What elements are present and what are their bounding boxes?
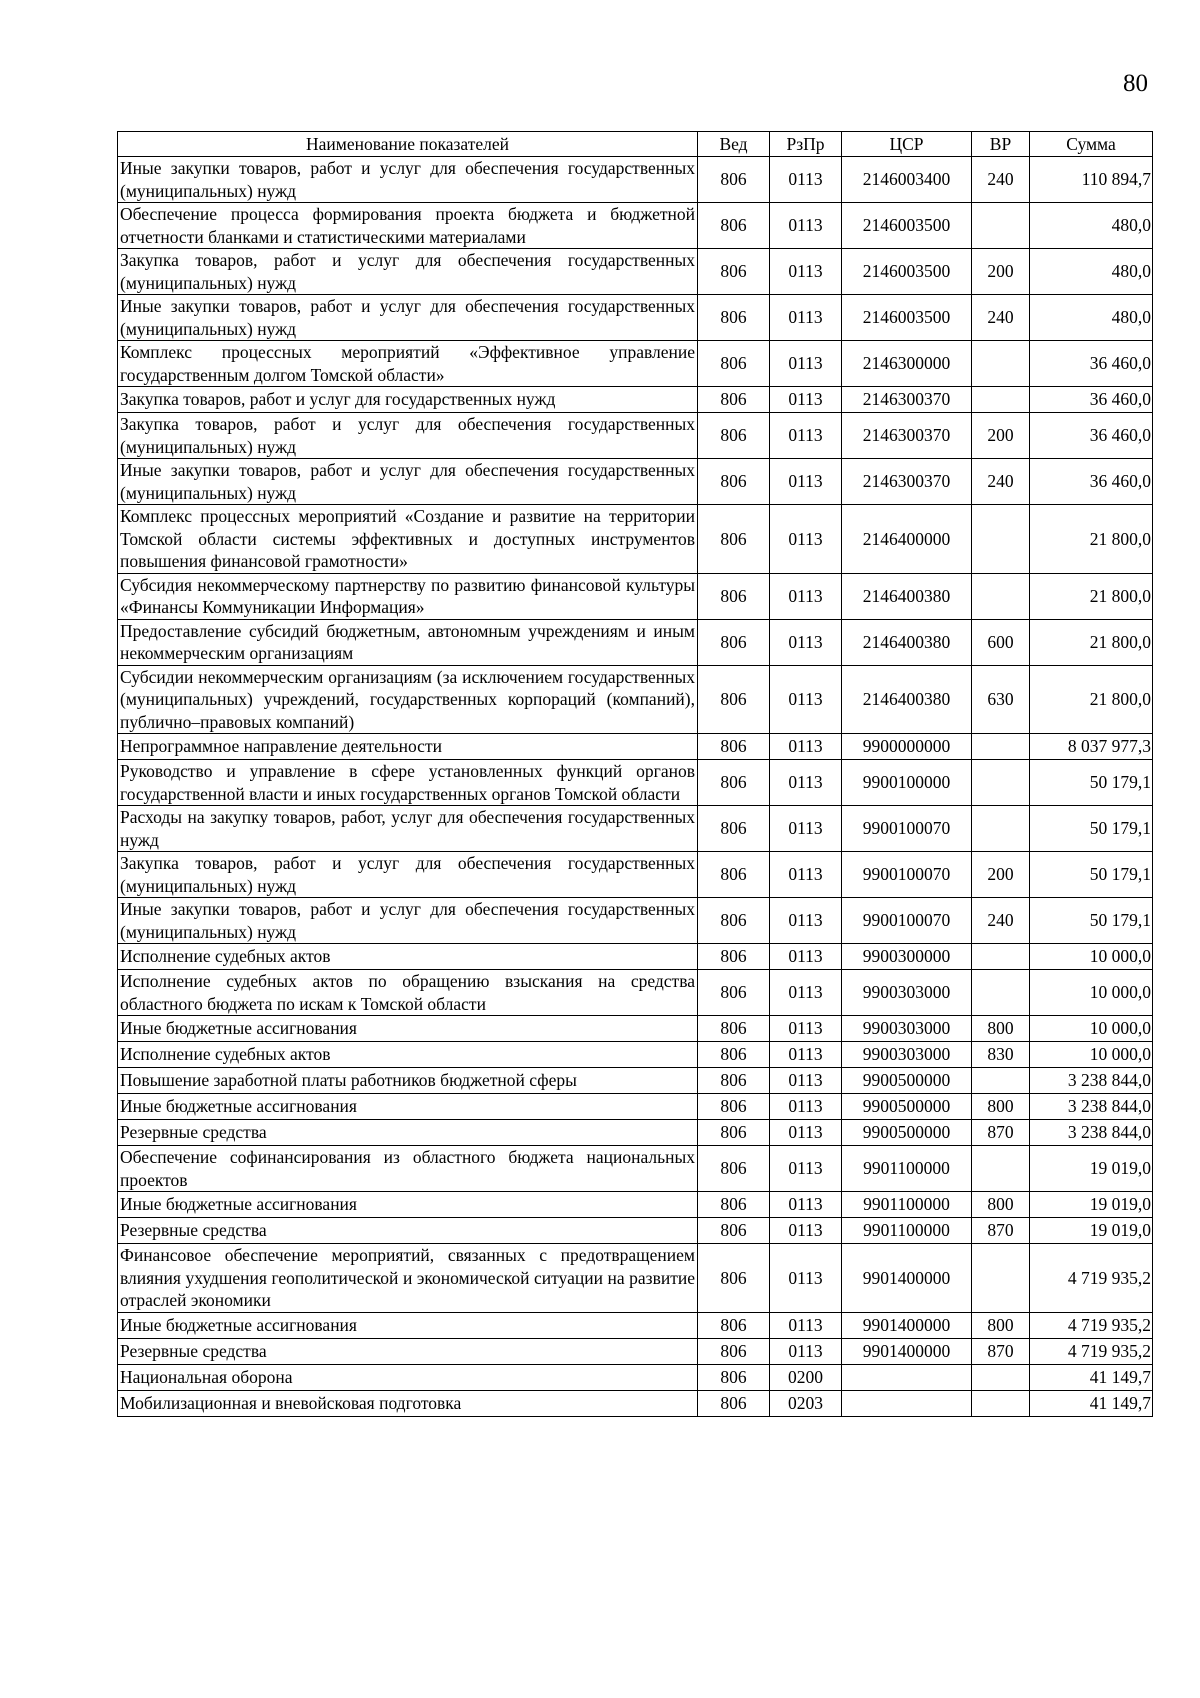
cell-rzpr: 0113 xyxy=(770,387,842,413)
cell-sum: 50 179,1 xyxy=(1030,760,1153,806)
table-row xyxy=(118,1192,1153,1218)
cell-sum: 8 037 977,3 xyxy=(1030,734,1153,760)
cell-ved: 806 xyxy=(698,734,770,760)
cell-name: Иные бюджетные ассигнования xyxy=(118,1016,698,1042)
cell-name: Иные закупки товаров, работ и услуг для обеспечения государственных (муниципальных) нужд xyxy=(118,157,698,203)
cell-name: Комплекс процессных мероприятий «Создание и развитие на территории Томской области системы эффективных и доступных инструментов повышения финансовой грамотности» xyxy=(118,505,698,574)
cell-vr: 830 xyxy=(972,1042,1030,1068)
table-row xyxy=(118,1312,1153,1338)
cell-ved: 806 xyxy=(698,665,770,734)
header-vr: ВР xyxy=(972,132,1030,157)
cell-ved: 806 xyxy=(698,1390,770,1416)
cell-ved: 806 xyxy=(698,1042,770,1068)
cell-ved: 806 xyxy=(698,1016,770,1042)
cell-ved: 806 xyxy=(698,1312,770,1338)
cell-csr: 9900100070 xyxy=(842,806,972,852)
cell-csr: 2146300370 xyxy=(842,413,972,459)
cell-name: Иные закупки товаров, работ и услуг для обеспечения государственных (муниципальных) нужд xyxy=(118,898,698,944)
cell-ved: 806 xyxy=(698,295,770,341)
cell-ved: 806 xyxy=(698,898,770,944)
cell-vr xyxy=(972,505,1030,574)
cell-sum: 480,0 xyxy=(1030,203,1153,249)
cell-ved: 806 xyxy=(698,1192,770,1218)
cell-name: Резервные средства xyxy=(118,1120,698,1146)
header-sum: Сумма xyxy=(1030,132,1153,157)
cell-ved: 806 xyxy=(698,1218,770,1244)
cell-name: Руководство и управление в сфере установленных функций органов государственной власти и иных государственных органов Томской области xyxy=(118,760,698,806)
cell-name: Исполнение судебных актов по обращению взыскания на средства областного бюджета по искам к Томской области xyxy=(118,970,698,1016)
cell-rzpr: 0113 xyxy=(770,944,842,970)
cell-vr: 630 xyxy=(972,665,1030,734)
table-header-row xyxy=(118,132,1153,157)
cell-csr xyxy=(842,1390,972,1416)
cell-rzpr: 0203 xyxy=(770,1390,842,1416)
cell-sum: 36 460,0 xyxy=(1030,341,1153,387)
cell-csr: 9900500000 xyxy=(842,1120,972,1146)
cell-ved: 806 xyxy=(698,1068,770,1094)
cell-csr: 9900500000 xyxy=(842,1094,972,1120)
cell-ved: 806 xyxy=(698,459,770,505)
header-rzpr: РзПр xyxy=(770,132,842,157)
cell-name: Иные бюджетные ассигнования xyxy=(118,1094,698,1120)
cell-rzpr: 0113 xyxy=(770,573,842,619)
cell-name: Исполнение судебных актов xyxy=(118,1042,698,1068)
table-row xyxy=(118,970,1153,1016)
cell-ved: 806 xyxy=(698,505,770,574)
cell-vr: 200 xyxy=(972,852,1030,898)
header-name: Наименование показателей xyxy=(118,132,698,157)
cell-name: Иные закупки товаров, работ и услуг для обеспечения государственных (муниципальных) нужд xyxy=(118,459,698,505)
cell-sum: 10 000,0 xyxy=(1030,944,1153,970)
page-number: 80 xyxy=(1123,70,1148,97)
cell-name: Повышение заработной платы работников бюджетной сферы xyxy=(118,1068,698,1094)
cell-ved: 806 xyxy=(698,1364,770,1390)
cell-vr xyxy=(972,1146,1030,1192)
cell-ved: 806 xyxy=(698,852,770,898)
cell-sum: 21 800,0 xyxy=(1030,665,1153,734)
cell-vr: 800 xyxy=(972,1312,1030,1338)
cell-name: Комплекс процессных мероприятий «Эффективное управление государственным долгом Томской области» xyxy=(118,341,698,387)
table-row xyxy=(118,505,1153,574)
cell-csr: 9900100070 xyxy=(842,898,972,944)
cell-name: Исполнение судебных актов xyxy=(118,944,698,970)
cell-sum: 4 719 935,2 xyxy=(1030,1312,1153,1338)
cell-csr: 9901400000 xyxy=(842,1244,972,1313)
cell-name: Обеспечение софинансирования из областного бюджета национальных проектов xyxy=(118,1146,698,1192)
cell-ved: 806 xyxy=(698,619,770,665)
cell-rzpr: 0113 xyxy=(770,1146,842,1192)
cell-sum: 10 000,0 xyxy=(1030,1042,1153,1068)
cell-sum: 3 238 844,0 xyxy=(1030,1094,1153,1120)
cell-rzpr: 0113 xyxy=(770,734,842,760)
cell-ved: 806 xyxy=(698,203,770,249)
cell-ved: 806 xyxy=(698,413,770,459)
table-row xyxy=(118,573,1153,619)
cell-csr xyxy=(842,1364,972,1390)
cell-name: Иные бюджетные ассигнования xyxy=(118,1192,698,1218)
cell-rzpr: 0113 xyxy=(770,1094,842,1120)
cell-csr: 2146300370 xyxy=(842,459,972,505)
cell-ved: 806 xyxy=(698,249,770,295)
cell-vr xyxy=(972,1364,1030,1390)
cell-sum: 110 894,7 xyxy=(1030,157,1153,203)
cell-csr: 2146400380 xyxy=(842,573,972,619)
cell-rzpr: 0113 xyxy=(770,1312,842,1338)
cell-vr xyxy=(972,341,1030,387)
cell-name: Субсидии некоммерческим организациям (за исключением государственных (муниципальных) учреждений, государственных корпораций (компаний), публично–правовых компаний) xyxy=(118,665,698,734)
cell-rzpr: 0113 xyxy=(770,1338,842,1364)
table-row xyxy=(118,1244,1153,1313)
cell-csr: 9900100070 xyxy=(842,852,972,898)
cell-rzpr: 0113 xyxy=(770,1016,842,1042)
cell-rzpr: 0113 xyxy=(770,665,842,734)
cell-csr: 9900303000 xyxy=(842,1016,972,1042)
cell-csr: 2146400380 xyxy=(842,619,972,665)
cell-vr: 600 xyxy=(972,619,1030,665)
cell-name: Субсидия некоммерческому партнерству по развитию финансовой культуры «Финансы Коммуникации Информация» xyxy=(118,573,698,619)
cell-vr xyxy=(972,734,1030,760)
cell-rzpr: 0113 xyxy=(770,1042,842,1068)
cell-name: Резервные средства xyxy=(118,1218,698,1244)
cell-vr: 800 xyxy=(972,1094,1030,1120)
header-ved: Вед xyxy=(698,132,770,157)
cell-rzpr: 0200 xyxy=(770,1364,842,1390)
cell-vr: 870 xyxy=(972,1218,1030,1244)
cell-csr: 2146300000 xyxy=(842,341,972,387)
cell-csr: 2146003500 xyxy=(842,203,972,249)
cell-sum: 41 149,7 xyxy=(1030,1390,1153,1416)
cell-rzpr: 0113 xyxy=(770,898,842,944)
cell-csr: 9900303000 xyxy=(842,970,972,1016)
table-row xyxy=(118,387,1153,413)
header-csr: ЦСР xyxy=(842,132,972,157)
cell-ved: 806 xyxy=(698,573,770,619)
cell-name: Национальная оборона xyxy=(118,1364,698,1390)
cell-vr: 240 xyxy=(972,898,1030,944)
cell-name: Резервные средства xyxy=(118,1338,698,1364)
table-row xyxy=(118,760,1153,806)
cell-csr: 9901100000 xyxy=(842,1218,972,1244)
cell-csr: 9900000000 xyxy=(842,734,972,760)
table-row xyxy=(118,852,1153,898)
cell-name: Непрограммное направление деятельности xyxy=(118,734,698,760)
cell-vr: 870 xyxy=(972,1338,1030,1364)
table-row xyxy=(118,1338,1153,1364)
cell-csr: 9901400000 xyxy=(842,1312,972,1338)
cell-vr xyxy=(972,970,1030,1016)
cell-ved: 806 xyxy=(698,157,770,203)
cell-name: Предоставление субсидий бюджетным, автономным учреждениям и иным некоммерческим организациям xyxy=(118,619,698,665)
cell-rzpr: 0113 xyxy=(770,295,842,341)
table-row xyxy=(118,413,1153,459)
table-row xyxy=(118,806,1153,852)
cell-sum: 3 238 844,0 xyxy=(1030,1068,1153,1094)
cell-rzpr: 0113 xyxy=(770,505,842,574)
cell-sum: 50 179,1 xyxy=(1030,898,1153,944)
cell-sum: 10 000,0 xyxy=(1030,1016,1153,1042)
cell-rzpr: 0113 xyxy=(770,249,842,295)
table-row xyxy=(118,203,1153,249)
cell-ved: 806 xyxy=(698,970,770,1016)
cell-name: Финансовое обеспечение мероприятий, связанных с предотвращением влияния ухудшения геополитической и экономической ситуации на развитие отраслей экономики xyxy=(118,1244,698,1313)
cell-rzpr: 0113 xyxy=(770,203,842,249)
table-row xyxy=(118,665,1153,734)
table-row xyxy=(118,1094,1153,1120)
cell-sum: 4 719 935,2 xyxy=(1030,1338,1153,1364)
cell-rzpr: 0113 xyxy=(770,852,842,898)
cell-sum: 4 719 935,2 xyxy=(1030,1244,1153,1313)
cell-vr: 200 xyxy=(972,413,1030,459)
cell-ved: 806 xyxy=(698,806,770,852)
cell-csr: 2146003400 xyxy=(842,157,972,203)
cell-name: Обеспечение процесса формирования проекта бюджета и бюджетной отчетности бланками и статистическими материалами xyxy=(118,203,698,249)
table-row xyxy=(118,295,1153,341)
cell-rzpr: 0113 xyxy=(770,459,842,505)
cell-vr xyxy=(972,1390,1030,1416)
table-row xyxy=(118,157,1153,203)
cell-sum: 50 179,1 xyxy=(1030,806,1153,852)
cell-sum: 41 149,7 xyxy=(1030,1364,1153,1390)
cell-ved: 806 xyxy=(698,760,770,806)
cell-name: Мобилизационная и вневойсковая подготовка xyxy=(118,1390,698,1416)
cell-sum: 36 460,0 xyxy=(1030,387,1153,413)
cell-rzpr: 0113 xyxy=(770,1218,842,1244)
table-row xyxy=(118,1016,1153,1042)
cell-csr: 2146003500 xyxy=(842,249,972,295)
cell-vr xyxy=(972,760,1030,806)
table-row xyxy=(118,1120,1153,1146)
cell-sum: 10 000,0 xyxy=(1030,970,1153,1016)
cell-rzpr: 0113 xyxy=(770,806,842,852)
cell-csr: 9901400000 xyxy=(842,1338,972,1364)
cell-csr: 9900300000 xyxy=(842,944,972,970)
cell-vr xyxy=(972,1244,1030,1313)
table-row xyxy=(118,1364,1153,1390)
cell-rzpr: 0113 xyxy=(770,341,842,387)
cell-name: Иные закупки товаров, работ и услуг для обеспечения государственных (муниципальных) нужд xyxy=(118,295,698,341)
cell-ved: 806 xyxy=(698,944,770,970)
table-row xyxy=(118,619,1153,665)
cell-vr xyxy=(972,1068,1030,1094)
cell-name: Закупка товаров, работ и услуг для обеспечения государственных (муниципальных) нужд xyxy=(118,413,698,459)
cell-vr xyxy=(972,573,1030,619)
cell-csr: 2146300370 xyxy=(842,387,972,413)
cell-sum: 50 179,1 xyxy=(1030,852,1153,898)
table-row xyxy=(118,341,1153,387)
cell-sum: 21 800,0 xyxy=(1030,619,1153,665)
cell-name: Закупка товаров, работ и услуг для обеспечения государственных (муниципальных) нужд xyxy=(118,852,698,898)
cell-vr: 240 xyxy=(972,295,1030,341)
cell-ved: 806 xyxy=(698,1094,770,1120)
table-row xyxy=(118,1042,1153,1068)
cell-csr: 2146400380 xyxy=(842,665,972,734)
cell-vr: 200 xyxy=(972,249,1030,295)
table-row xyxy=(118,1390,1153,1416)
cell-vr xyxy=(972,944,1030,970)
cell-sum: 19 019,0 xyxy=(1030,1146,1153,1192)
budget-table xyxy=(117,131,1153,1417)
cell-csr: 2146400000 xyxy=(842,505,972,574)
cell-vr: 240 xyxy=(972,459,1030,505)
cell-csr: 9901100000 xyxy=(842,1146,972,1192)
table-body xyxy=(118,157,1153,1417)
cell-vr: 800 xyxy=(972,1192,1030,1218)
cell-name: Закупка товаров, работ и услуг для обеспечения государственных (муниципальных) нужд xyxy=(118,249,698,295)
cell-name: Иные бюджетные ассигнования xyxy=(118,1312,698,1338)
cell-ved: 806 xyxy=(698,1338,770,1364)
table-row xyxy=(118,898,1153,944)
cell-vr: 800 xyxy=(972,1016,1030,1042)
cell-csr: 9900303000 xyxy=(842,1042,972,1068)
cell-sum: 480,0 xyxy=(1030,249,1153,295)
cell-rzpr: 0113 xyxy=(770,157,842,203)
cell-sum: 21 800,0 xyxy=(1030,573,1153,619)
table-row xyxy=(118,1146,1153,1192)
table-row xyxy=(118,734,1153,760)
cell-sum: 3 238 844,0 xyxy=(1030,1120,1153,1146)
cell-sum: 36 460,0 xyxy=(1030,413,1153,459)
cell-name: Закупка товаров, работ и услуг для государственных нужд xyxy=(118,387,698,413)
cell-ved: 806 xyxy=(698,387,770,413)
cell-rzpr: 0113 xyxy=(770,413,842,459)
cell-sum: 36 460,0 xyxy=(1030,459,1153,505)
cell-csr: 9901100000 xyxy=(842,1192,972,1218)
cell-vr: 870 xyxy=(972,1120,1030,1146)
cell-rzpr: 0113 xyxy=(770,970,842,1016)
cell-rzpr: 0113 xyxy=(770,1244,842,1313)
cell-vr xyxy=(972,203,1030,249)
cell-sum: 19 019,0 xyxy=(1030,1218,1153,1244)
cell-csr: 9900500000 xyxy=(842,1068,972,1094)
cell-rzpr: 0113 xyxy=(770,1120,842,1146)
cell-sum: 21 800,0 xyxy=(1030,505,1153,574)
cell-csr: 9900100000 xyxy=(842,760,972,806)
cell-rzpr: 0113 xyxy=(770,1192,842,1218)
cell-sum: 19 019,0 xyxy=(1030,1192,1153,1218)
cell-ved: 806 xyxy=(698,1244,770,1313)
cell-rzpr: 0113 xyxy=(770,619,842,665)
cell-ved: 806 xyxy=(698,1146,770,1192)
cell-sum: 480,0 xyxy=(1030,295,1153,341)
table-row xyxy=(118,459,1153,505)
table-row xyxy=(118,1068,1153,1094)
table-row xyxy=(118,1218,1153,1244)
cell-vr xyxy=(972,387,1030,413)
cell-rzpr: 0113 xyxy=(770,1068,842,1094)
cell-rzpr: 0113 xyxy=(770,760,842,806)
cell-ved: 806 xyxy=(698,341,770,387)
cell-ved: 806 xyxy=(698,1120,770,1146)
table-row xyxy=(118,249,1153,295)
table-row xyxy=(118,944,1153,970)
cell-csr: 2146003500 xyxy=(842,295,972,341)
cell-vr xyxy=(972,806,1030,852)
cell-name: Расходы на закупку товаров, работ, услуг для обеспечения государственных нужд xyxy=(118,806,698,852)
cell-vr: 240 xyxy=(972,157,1030,203)
